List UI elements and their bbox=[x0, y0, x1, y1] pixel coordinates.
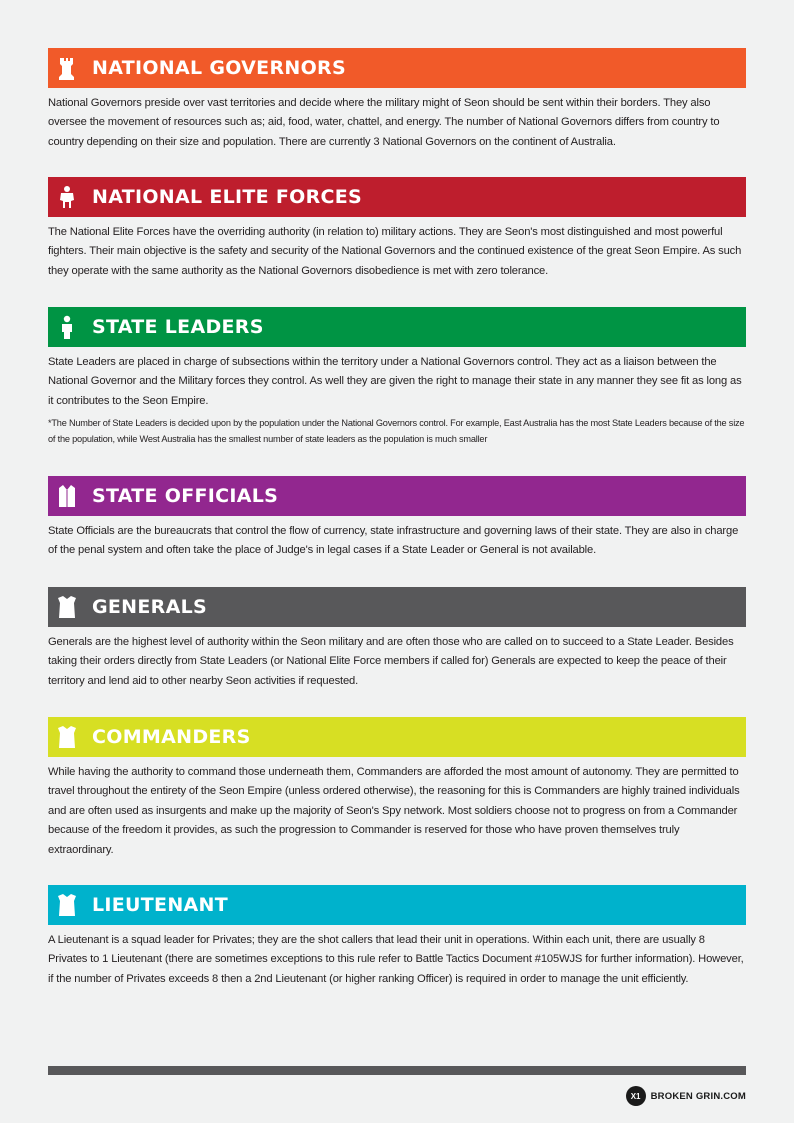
section-footnote: *The Number of State Leaders is decided upon by the population under the National Governors control. For example, East Australia has the most State Leaders because of the size of the population, while West Australia has the smallest number of state leaders as the population is much smaller bbox=[48, 418, 745, 445]
section-text: While having the authority to command those underneath them, Commanders are afforded the most amount of autonomy. They are permitted to travel throughout the entirety of the Seon Empire (unless ordered otherwise), the reasoning for this is Commanders are highly trained individuals and are often used as insurgents and make up the majority of Seon's Spy network. Most soldiers choose not to progress on from a Commander because of the freedom it provides, as such the progression to Commander is reserved for those who have proven themselves truly extraordinary. bbox=[48, 766, 740, 856]
section-title: STATE OFFICIALS bbox=[92, 485, 279, 507]
section-title: STATE LEADERS bbox=[92, 316, 264, 338]
brand-logo-icon: X1 bbox=[626, 1086, 646, 1106]
armor-vest-icon bbox=[56, 892, 78, 918]
section-banner bbox=[48, 587, 746, 627]
section-national-governors bbox=[48, 48, 746, 152]
section-title: NATIONAL ELITE FORCES bbox=[92, 186, 363, 208]
section-banner bbox=[48, 476, 746, 516]
section-title: GENERALS bbox=[92, 596, 207, 618]
footer-brand[interactable] bbox=[626, 1086, 746, 1106]
section-banner bbox=[48, 885, 746, 925]
suit-jacket-icon bbox=[56, 483, 78, 509]
section-title: NATIONAL GOVERNORS bbox=[92, 57, 346, 79]
armor-vest-icon bbox=[56, 724, 78, 750]
section-state-leaders bbox=[48, 307, 746, 447]
section-title: LIEUTENANT bbox=[92, 894, 228, 916]
section-text: A Lieutenant is a squad leader for Privates; they are the shot callers that lead their unit in operations. Within each unit, there are usually 8 Privates to 1 Lieutenant (there are sometimes exceptions to this rule refer to Battle Tactics Document #105WJS for further information). However, if the number of Privates exceeds 8 then a 2nd Lieutenant (or higher ranking Officer) is required in order to manage the unit efficiently. bbox=[48, 934, 744, 985]
section-title: COMMANDERS bbox=[92, 726, 251, 748]
section-national-elite-forces bbox=[48, 177, 746, 281]
person-icon bbox=[56, 314, 78, 340]
section-text: Generals are the highest level of authority within the Seon military and are often those who are called on to succeed to a State Leader. Besides taking their orders directly from State Leaders (or National Elite Force members if called for) Generals are expected to keep the peace of their territory and lend aid to other nearby Seon activities if requested. bbox=[48, 636, 734, 687]
armored-figure-icon bbox=[56, 184, 78, 210]
section-text: State Officials are the bureaucrats that control the flow of currency, state infrastructure and governing laws of their state. They are also in charge of the penal system and often take the place of Judge's in legal cases if a State Leader or General is not available. bbox=[48, 525, 739, 557]
brand-name: BROKEN GRIN.COM bbox=[650, 1090, 746, 1102]
chess-rook-icon bbox=[56, 55, 78, 81]
section-text: State Leaders are placed in charge of subsections within the territory under a National Governors control. They act as a liaison between the National Governor and the Military forces they control. As well they are given the right to manage their state in any manner they see fit as long as it contributes to the Seon Empire. bbox=[48, 356, 742, 407]
section-commanders bbox=[48, 717, 746, 860]
section-banner bbox=[48, 307, 746, 347]
section-banner bbox=[48, 717, 746, 757]
section-banner bbox=[48, 48, 746, 88]
armor-vest-icon bbox=[56, 594, 78, 620]
section-text: National Governors preside over vast territories and decide where the military might of Seon should be sent within their borders. They also oversee the movement of resources such as; aid, food, water, chattel, and energy. The number of National Governors differs from country to country depending on their size and population. There are currently 3 National Governors on the continent of Australia. bbox=[48, 97, 720, 148]
footer-divider bbox=[48, 1066, 746, 1075]
section-text: The National Elite Forces have the overriding authority (in relation to) military actions. They are Seon's most distinguished and most powerful fighters. Their main objective is the safety and security of the National Governors and the continued existence of the great Seon Empire. As such they operate with the same authority as the National Governors disobedience is met with zero tolerance. bbox=[48, 226, 742, 277]
section-banner bbox=[48, 177, 746, 217]
section-generals bbox=[48, 587, 746, 691]
section-state-officials bbox=[48, 476, 746, 561]
section-lieutenant bbox=[48, 885, 746, 989]
